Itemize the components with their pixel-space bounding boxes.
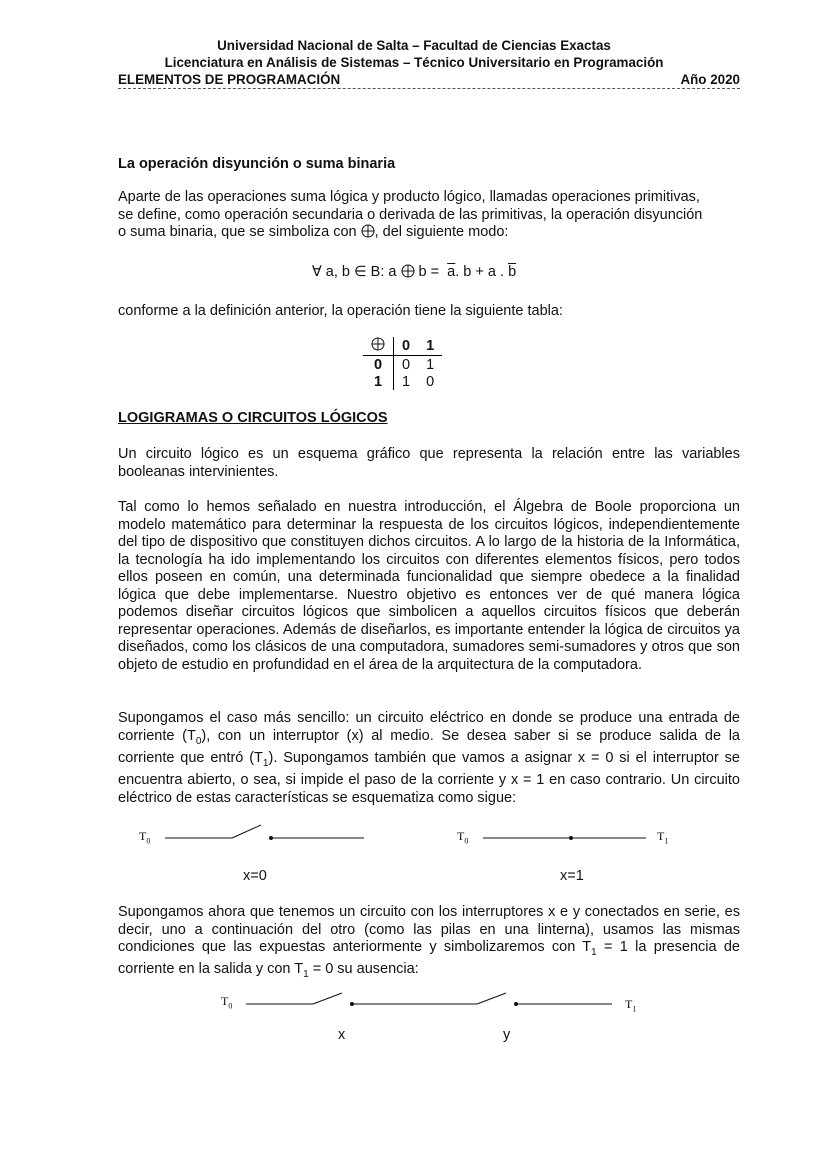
table-cell: 0: [402, 356, 411, 373]
p4-text-b: = 1 la presencia de corriente en la salida y con T: [118, 939, 740, 978]
header-career: Licenciatura en Análisis de Sistemas – Técnico Universitario en Programación: [164, 55, 664, 70]
paragraph-caso-sencillo: [118, 710, 740, 807]
table-header-cell: 0: [394, 337, 419, 356]
intro-line-2: se define, como operación secundaria o derivada de las primitivas, la operación disyunción: [118, 206, 703, 223]
circuit3-t0-label: $T_0$: [221, 994, 233, 1011]
section-title-logigramas: LOGIGRAMAS O CIRCUITOS LÓGICOS: [118, 410, 388, 426]
formula-mid: b =: [418, 264, 440, 280]
header-divider: [118, 88, 740, 89]
xor-symbol-icon: [401, 264, 415, 278]
p4-sub-2: 1: [303, 969, 309, 981]
table-cell: 0: [426, 373, 435, 390]
table-header-cell: 1: [418, 337, 442, 356]
circuit2-t1-label: $T_1$: [657, 829, 669, 846]
circuit3-label-x: x: [338, 1027, 346, 1043]
table-row-label: 1: [363, 373, 394, 390]
header-year: Año 2020: [680, 72, 740, 87]
table-row: [363, 356, 442, 374]
table-row: [363, 373, 442, 390]
intro-line-3-end: , del siguiente modo:: [374, 224, 509, 240]
paragraph-circuito-def: Un circuito lógico es un esquema gráfico que representa la relación entre las variables booleanas intervinientes.: [118, 446, 740, 480]
intro-line-3: o suma binaria, que se simboliza con: [118, 224, 357, 240]
table-cell: 1: [426, 356, 435, 373]
formula-a-bar: $\overline{a}$: [447, 264, 456, 280]
xor-symbol-icon: [371, 337, 385, 351]
p4-text-c: = 0 su ausencia:: [308, 961, 419, 978]
circuit2-t0-label: $T_0$: [457, 829, 469, 846]
circuit3-series-switches: [246, 993, 612, 1006]
circuit3-t1-label: $T_1$: [625, 997, 637, 1014]
xor-symbol-icon: [361, 224, 375, 238]
circuit3-label-y: y: [503, 1027, 511, 1043]
circuit1-t0-label: $T_0$: [139, 829, 151, 846]
table-header-row: [363, 337, 442, 356]
p3-text-b: ), con un interruptor (x) al medio. Se desea saber si se produce salida de la corriente que entró (T: [118, 727, 740, 766]
paragraph-disyuncion-intro: [118, 189, 740, 242]
circuit1-open-switch: [165, 825, 364, 840]
circuit1-label: x=0: [243, 868, 267, 884]
table-cell: 1: [402, 373, 411, 390]
paragraph-serie: [118, 904, 740, 984]
circuit2-label: x=1: [560, 868, 584, 884]
xor-truth-table: [363, 337, 442, 390]
paragraph-table-intro: conforme a la definición anterior, la operación tiene la siguiente tabla:: [118, 303, 563, 319]
formula-disyuncion: [0, 264, 828, 280]
p4-sub-1: 1: [591, 946, 597, 958]
intro-line-1: Aparte de las operaciones suma lógica y producto lógico, llamadas operaciones primitivas,: [118, 189, 700, 205]
p3-sub-0: 0: [195, 735, 202, 747]
formula-b-bar: $\overline{b}$: [508, 264, 517, 280]
table-corner: [363, 337, 394, 356]
table-row-label: 0: [363, 356, 394, 374]
circuit2-closed-switch: [483, 836, 646, 840]
header-course: ELEMENTOS DE PROGRAMACIÓN: [118, 72, 341, 87]
paragraph-algebra-boole: Tal como lo hemos señalado en nuestra introducción, el Álgebra de Boole proporciona un modelo matemático para determinar la respuesta de los circuitos lógicos, independientemente del tipo de dispositivo que constituyen dichos circuitos. A lo largo de la historia de la Informática, la tecnología ha ido implementando los circuitos con diferentes elementos físicos, pero todos ellos poseen en común, una determinada funcionalidad que siempre obedece a la finalidad lógica que debe implementarse. Nuestro objetivo es entonces ver de qué manera lógica podemos diseñar circuitos lógicos que simbolicen a aquellos circuitos físicos que deberán representar operaciones. Además de diseñarlos, es importante entender la lógica de circuitos ya diseñados, como los clásicos de una computadora, sumadores semi-sumadores y otros que son objeto de estudio en profundidad en el área de la arquitectura de la computadora.: [118, 499, 740, 673]
p3-text-a: Supongamos el caso más sencillo: un circuito eléctrico en donde se produce una entrada de corriente (T: [118, 710, 740, 744]
section-title-disyuncion: La operación disyunción o suma binaria: [118, 156, 396, 172]
p3-text-c: ). Supongamos también que vamos a asignar x = 0 si el interruptor se encuentra abierto, o sea, si impide el paso de la corriente y x = 1 en caso contrario. Un circuito eléctrico de estas características se esquematiza como sigue:: [118, 749, 740, 806]
p4-text-a: Supongamos ahora que tenemos un circuito con los interruptores x e y conectados en serie, es decir, uno a continuación del otro (como las pilas en una linterna), usamos las mismas condiciones que las expuestas anteriormente y simbolizaremos con T: [118, 904, 740, 955]
header-university: Universidad Nacional de Salta – Facultad de Ciencias Exactas: [217, 38, 611, 53]
formula-prefix: ∀ a, b ∈ B: a: [311, 264, 397, 280]
formula-part2: . b + a .: [455, 264, 505, 280]
p3-sub-1: 1: [262, 757, 269, 769]
